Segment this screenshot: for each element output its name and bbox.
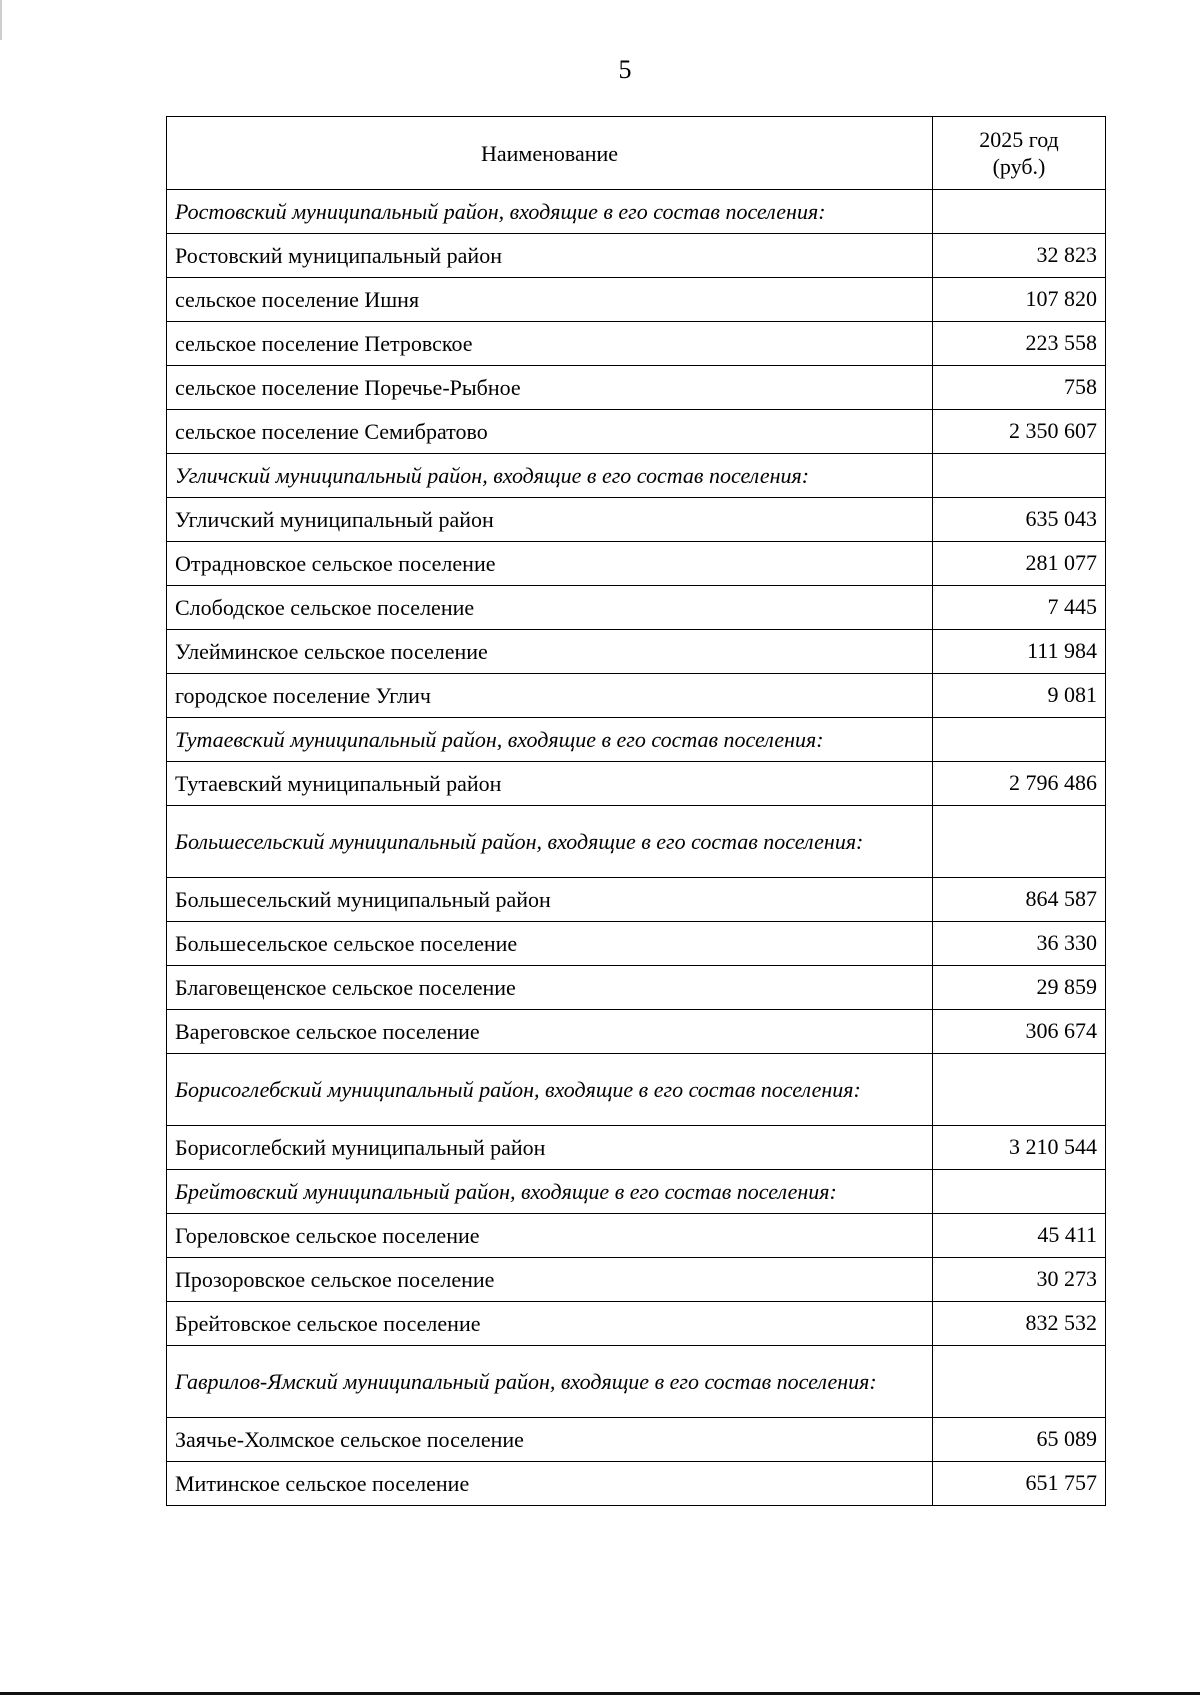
district-group-heading: Большесельский муниципальный район, входящие в его состав поселения:: [167, 806, 933, 878]
district-group-heading: Тутаевский муниципальный район, входящие в его состав поселения:: [167, 718, 933, 762]
scan-bottom-edge: [0, 1692, 1200, 1695]
district-group-heading: Борисоглебский муниципальный район, входящие в его состав поселения:: [167, 1054, 933, 1126]
table-row: [167, 630, 1106, 674]
settlement-name: Брейтовское сельское поселение: [167, 1302, 933, 1346]
settlement-name: Заячье-Холмское сельское поселение: [167, 1418, 933, 1462]
amount-cell: [933, 806, 1106, 878]
table-header-row: [167, 117, 1106, 190]
amount-cell: 306 674: [933, 1010, 1106, 1054]
settlement-name: Большесельский муниципальный район: [167, 878, 933, 922]
district-group-heading: Брейтовский муниципальный район, входящие в его состав поселения:: [167, 1170, 933, 1214]
settlement-name: Борисоглебский муниципальный район: [167, 1126, 933, 1170]
settlement-name: Отрадновское сельское поселение: [167, 542, 933, 586]
settlement-name: городское поселение Углич: [167, 674, 933, 718]
amount-cell: [933, 454, 1106, 498]
scan-edge-mark: [0, 0, 2, 40]
table-row: [167, 762, 1106, 806]
table-row: [167, 278, 1106, 322]
amount-cell: [933, 1170, 1106, 1214]
table-row: [167, 1302, 1106, 1346]
settlement-name: сельское поселение Поречье-Рыбное: [167, 366, 933, 410]
table-row: [167, 966, 1106, 1010]
amount-cell: 107 820: [933, 278, 1106, 322]
amount-cell: 7 445: [933, 586, 1106, 630]
table-row: [167, 1418, 1106, 1462]
table-row: [167, 1258, 1106, 1302]
column-header-year: [933, 117, 1106, 190]
amount-cell: [933, 1054, 1106, 1126]
table-group-row: [167, 1346, 1106, 1418]
amount-cell: 651 757: [933, 1462, 1106, 1506]
table-group-row: [167, 718, 1106, 762]
column-header-year-label: 2025 год: [979, 127, 1059, 152]
table-row: [167, 878, 1106, 922]
amount-cell: 223 558: [933, 322, 1106, 366]
amount-cell: 30 273: [933, 1258, 1106, 1302]
settlement-name: Ростовский муниципальный район: [167, 234, 933, 278]
table-row: [167, 1214, 1106, 1258]
amount-cell: 832 532: [933, 1302, 1106, 1346]
budget-table: [166, 116, 1106, 1506]
settlement-name: сельское поселение Ишня: [167, 278, 933, 322]
table-row: [167, 234, 1106, 278]
table-row: [167, 922, 1106, 966]
settlement-name: Вареговское сельское поселение: [167, 1010, 933, 1054]
district-group-heading: Угличский муниципальный район, входящие в его состав поселения:: [167, 454, 933, 498]
amount-cell: 65 089: [933, 1418, 1106, 1462]
amount-cell: 3 210 544: [933, 1126, 1106, 1170]
table-row: [167, 366, 1106, 410]
amount-cell: 32 823: [933, 234, 1106, 278]
amount-cell: 635 043: [933, 498, 1106, 542]
settlement-name: Гореловское сельское поселение: [167, 1214, 933, 1258]
page-number: 5: [618, 55, 632, 84]
amount-cell: 281 077: [933, 542, 1106, 586]
settlement-name: Благовещенское сельское поселение: [167, 966, 933, 1010]
amount-cell: 45 411: [933, 1214, 1106, 1258]
table-row: [167, 410, 1106, 454]
table-group-row: [167, 1054, 1106, 1126]
amount-cell: [933, 1346, 1106, 1418]
table-body: [167, 190, 1106, 1506]
settlement-name: Прозоровское сельское поселение: [167, 1258, 933, 1302]
amount-cell: 864 587: [933, 878, 1106, 922]
settlement-name: сельское поселение Петровское: [167, 322, 933, 366]
amount-cell: 2 796 486: [933, 762, 1106, 806]
amount-cell: 111 984: [933, 630, 1106, 674]
table-group-row: [167, 190, 1106, 234]
district-group-heading: Гаврилов-Ямский муниципальный район, входящие в его состав поселения:: [167, 1346, 933, 1418]
settlement-name: Митинское сельское поселение: [167, 1462, 933, 1506]
amount-cell: 29 859: [933, 966, 1106, 1010]
amount-cell: [933, 190, 1106, 234]
amount-cell: 2 350 607: [933, 410, 1106, 454]
amount-cell: [933, 718, 1106, 762]
table-row: [167, 498, 1106, 542]
column-header-currency: (руб.): [992, 154, 1046, 179]
table-row: [167, 674, 1106, 718]
settlement-name: Тутаевский муниципальный район: [167, 762, 933, 806]
table-row: [167, 1462, 1106, 1506]
settlement-name: Слободское сельское поселение: [167, 586, 933, 630]
table-row: [167, 1126, 1106, 1170]
amount-cell: 36 330: [933, 922, 1106, 966]
table-row: [167, 322, 1106, 366]
table-group-row: [167, 806, 1106, 878]
table-row: [167, 586, 1106, 630]
table-group-row: [167, 454, 1106, 498]
settlement-name: сельское поселение Семибратово: [167, 410, 933, 454]
amount-cell: 758: [933, 366, 1106, 410]
settlement-name: Большесельское сельское поселение: [167, 922, 933, 966]
amount-cell: 9 081: [933, 674, 1106, 718]
table-row: [167, 1010, 1106, 1054]
table-group-row: [167, 1170, 1106, 1214]
table-row: [167, 542, 1106, 586]
settlement-name: Угличский муниципальный район: [167, 498, 933, 542]
settlement-name: Улейминское сельское поселение: [167, 630, 933, 674]
column-header-name: Наименование: [167, 117, 933, 190]
district-group-heading: Ростовский муниципальный район, входящие в его состав поселения:: [167, 190, 933, 234]
